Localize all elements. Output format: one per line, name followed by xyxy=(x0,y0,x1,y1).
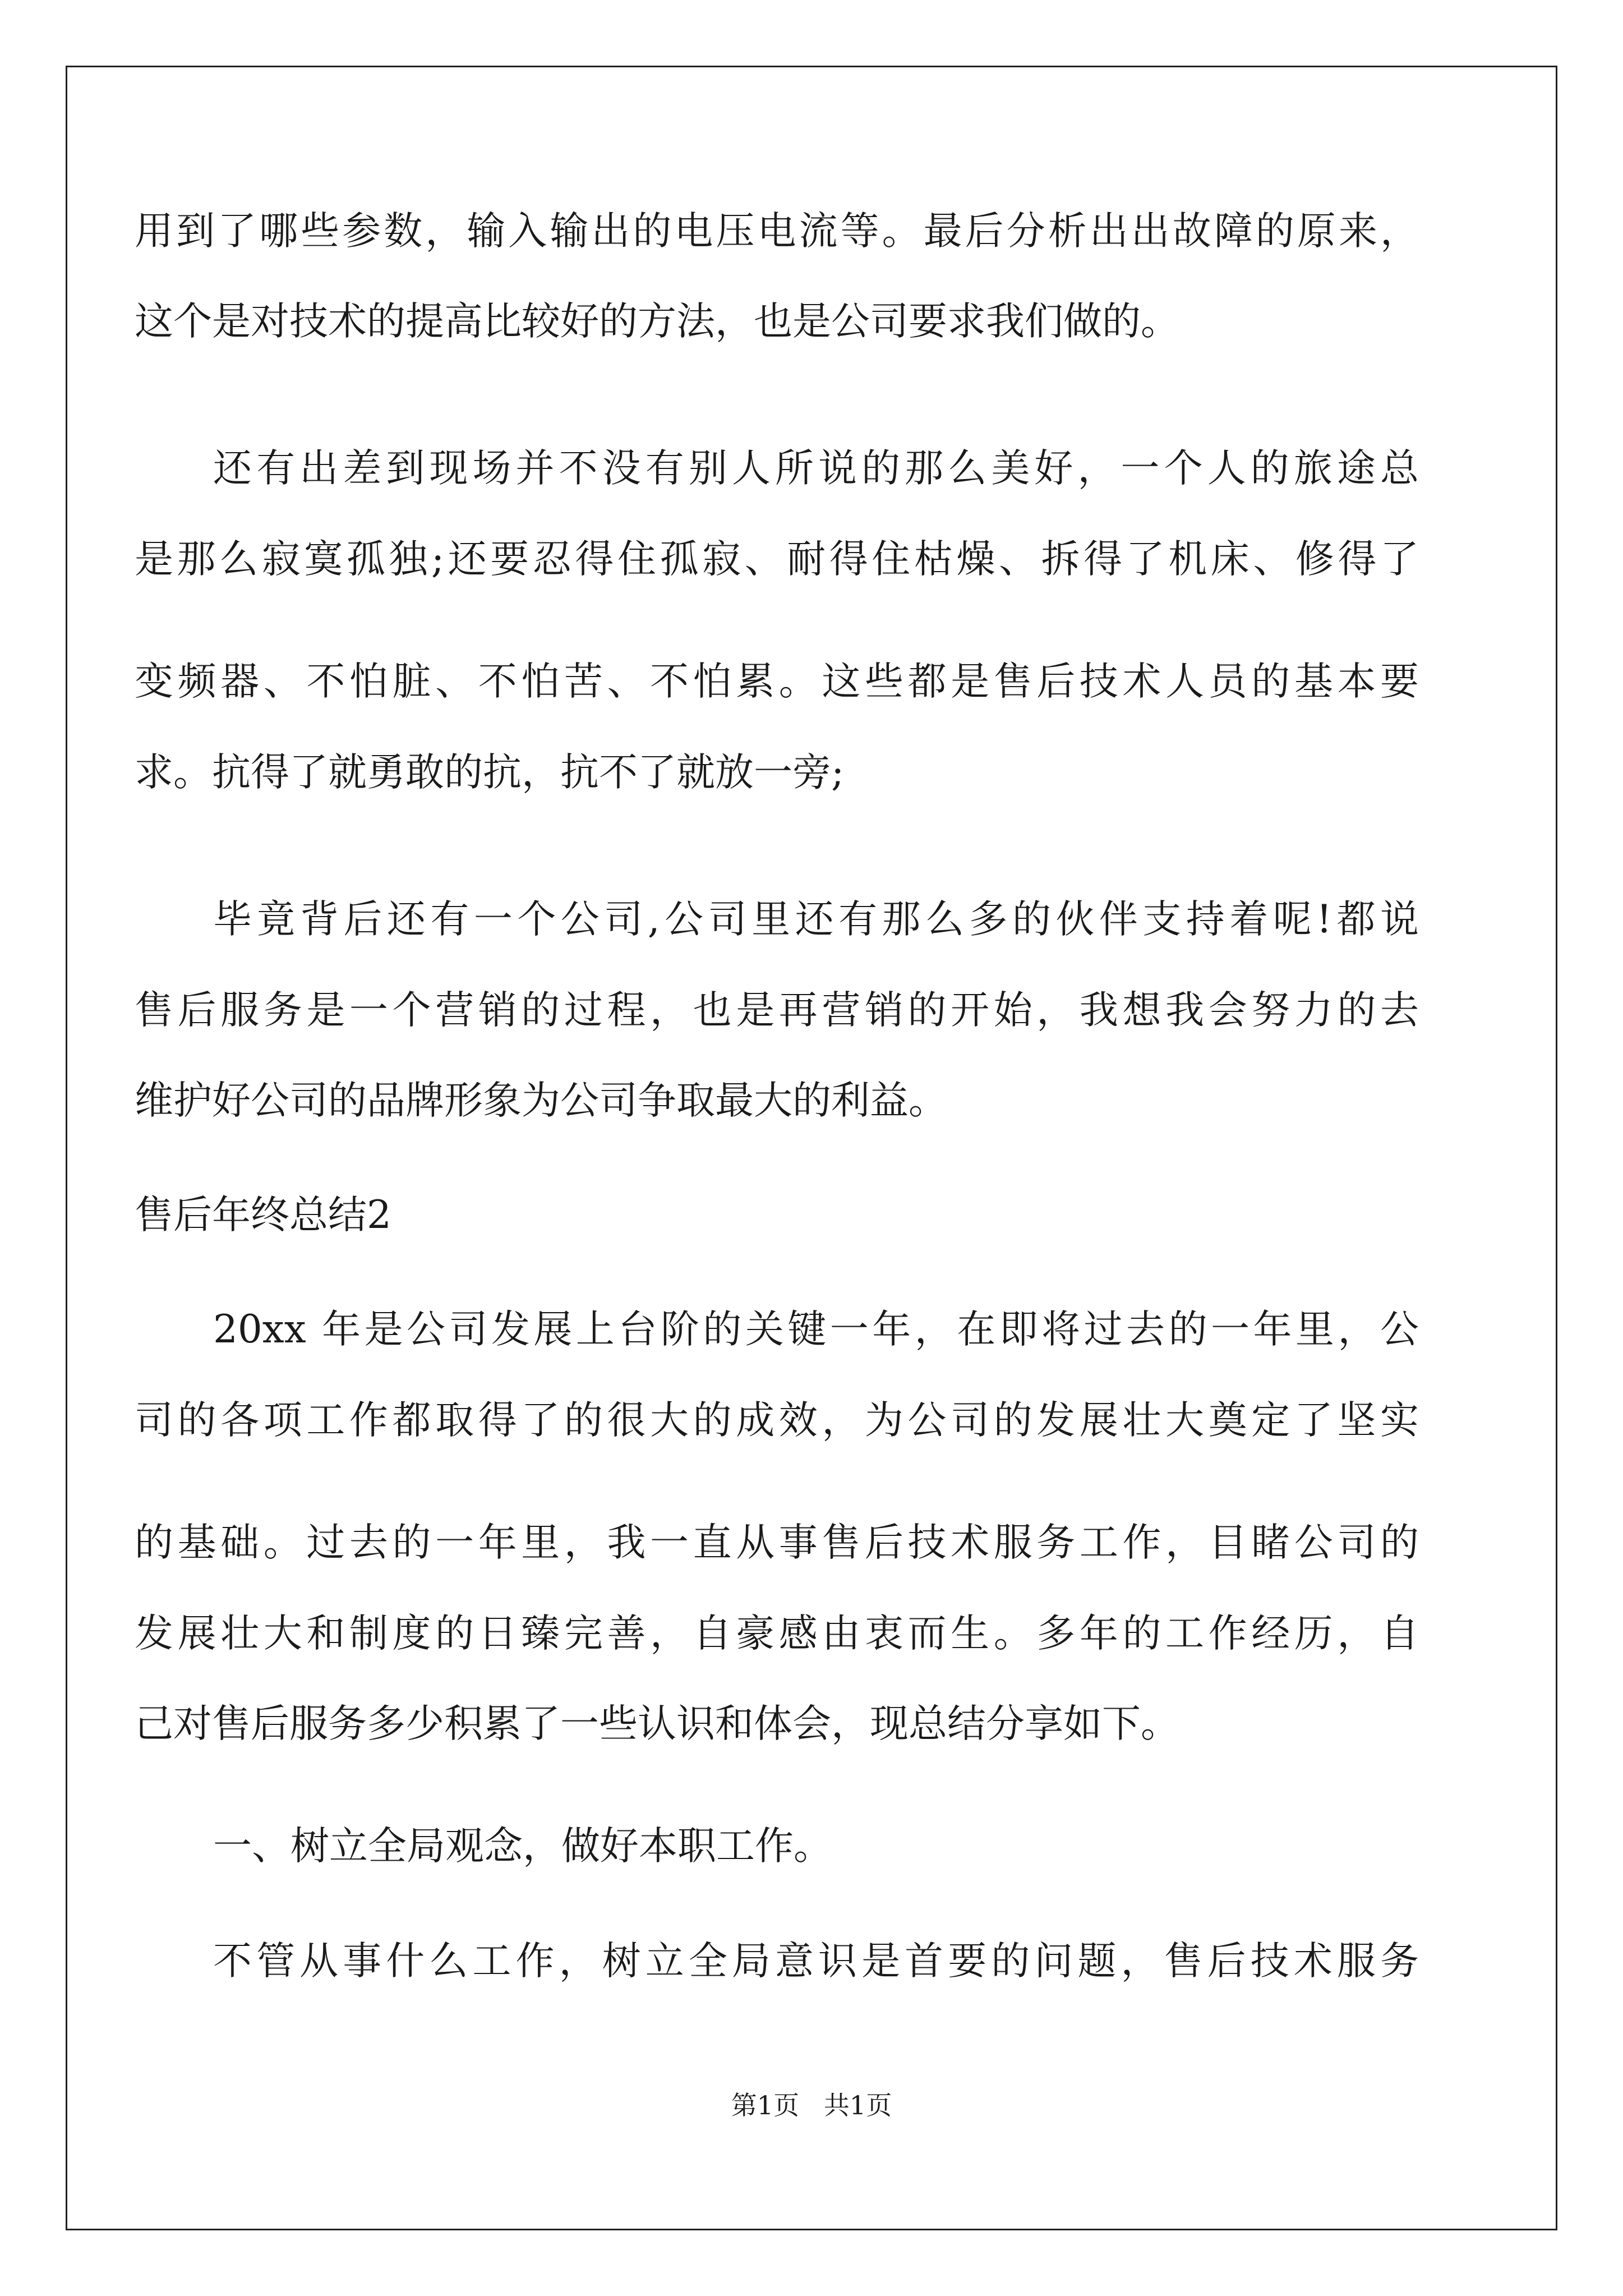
body-line: 己对售后服务多少积累了一些认识和体会，现总结分享如下。 xyxy=(135,1701,1179,1746)
body-line: 毕竟背后还有一个公司,公司里还有那么多的伙伴支持着呢!都说 xyxy=(213,897,1419,942)
body-line: 不管从事什么工作，树立全局意识是首要的问题，售后技术服务 xyxy=(213,1939,1419,1984)
body-line: 用到了哪些参数，输入输出的电压电流等。最后分析出出故障的原来， xyxy=(135,209,1419,254)
page-border xyxy=(66,66,1557,2230)
body-line: 发展壮大和制度的日臻完善，自豪感由衷而生。多年的工作经历，自 xyxy=(135,1611,1419,1656)
subsection-heading: 一、树立全局观念，做好本职工作。 xyxy=(213,1824,832,1869)
section-heading: 售后年终总结2 xyxy=(135,1193,391,1237)
body-line: 司的各项工作都取得了的很大的成效，为公司的发展壮大奠定了坚实 xyxy=(135,1398,1419,1443)
body-line: 20xx 年是公司发展上台阶的关键一年，在即将过去的一年里，公 xyxy=(213,1307,1419,1352)
body-line: 求。抗得了就勇敢的抗，抗不了就放一旁; xyxy=(135,750,845,795)
body-line: 售后服务是一个营销的过程，也是再营销的开始，我想我会努力的去 xyxy=(135,988,1419,1033)
body-line: 还有出差到现场并不没有别人所说的那么美好，一个人的旅途总 xyxy=(213,446,1419,491)
body-line: 维护好公司的品牌形象为公司争取最大的利益。 xyxy=(135,1078,947,1123)
body-line: 变频器、不怕脏、不怕苦、不怕累。这些都是售后技术人员的基本要 xyxy=(135,659,1419,704)
body-line: 这个是对技术的提高比较好的方法，也是公司要求我们做的。 xyxy=(135,299,1179,344)
page-footer: 第1页 共1页 xyxy=(731,2090,892,2120)
body-line: 是那么寂寞孤独;还要忍得住孤寂、耐得住枯燥、拆得了机床、修得了 xyxy=(135,537,1419,582)
body-line: 的基础。过去的一年里，我一直从事售后技术服务工作，目睹公司的 xyxy=(135,1520,1419,1565)
